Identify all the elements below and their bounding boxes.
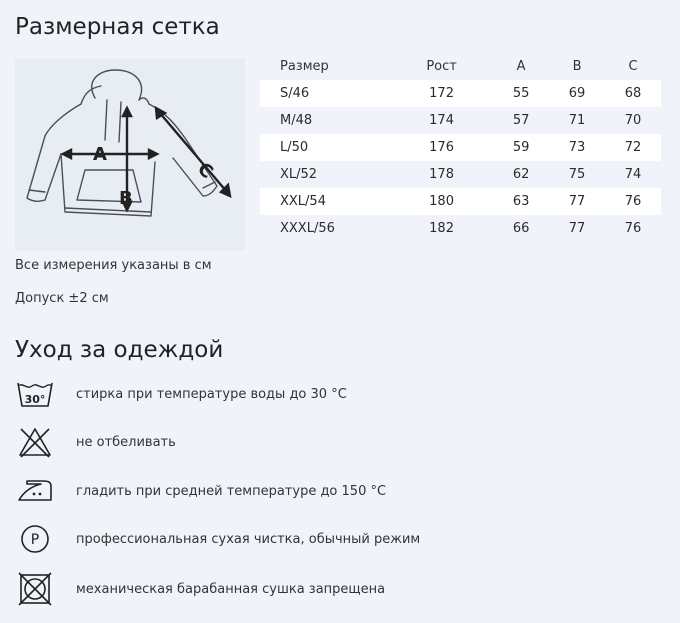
cell-height: 182 — [390, 215, 493, 242]
header-b: B — [572, 59, 582, 74]
size-table-header — [260, 53, 661, 80]
cell-b: 77 — [549, 215, 605, 242]
tolerance-note: Допуск ±2 см — [15, 291, 109, 306]
diagram-label-a: A — [93, 144, 107, 165]
measurement-units-note: Все измерения указаны в см — [15, 258, 212, 273]
cell-height: 178 — [390, 161, 493, 188]
cell-size: S/46 — [260, 80, 390, 107]
table-row — [260, 134, 661, 161]
diagram-label-b: B — [119, 188, 133, 209]
no-bleach-icon — [15, 424, 55, 460]
cell-height: 180 — [390, 188, 493, 215]
care-text: профессиональная сухая чистка, обычный режим — [76, 531, 421, 547]
cell-c: 76 — [605, 188, 661, 215]
cell-height: 172 — [390, 80, 493, 107]
cell-c: 68 — [605, 80, 661, 107]
cell-b: 69 — [549, 80, 605, 107]
care-item-dry-clean — [15, 519, 655, 559]
cell-a: 63 — [493, 188, 549, 215]
cell-a: 59 — [493, 134, 549, 161]
care-item-bleach — [15, 422, 655, 462]
cell-c: 74 — [605, 161, 661, 188]
table-row — [260, 215, 661, 242]
cell-a: 66 — [493, 215, 549, 242]
cell-b: 73 — [549, 134, 605, 161]
dry-clean-letter: P — [30, 532, 40, 548]
cell-size: XXL/54 — [260, 188, 390, 215]
cell-size: M/48 — [260, 107, 390, 134]
cell-size: L/50 — [260, 134, 390, 161]
cell-size: XL/52 — [260, 161, 390, 188]
cell-c: 72 — [605, 134, 661, 161]
size-table — [260, 53, 661, 242]
wash-temperature-label: 30° — [24, 393, 46, 406]
care-item-iron — [15, 471, 655, 511]
cell-a: 57 — [493, 107, 549, 134]
cell-c: 70 — [605, 107, 661, 134]
cell-size: XXXL/56 — [260, 215, 390, 242]
iron-medium-icon — [15, 473, 55, 509]
table-row — [260, 80, 661, 107]
care-title: Уход за одеждой — [15, 337, 224, 363]
header-height: Рост — [426, 59, 457, 74]
wash-30-icon — [15, 376, 55, 412]
diagram-label-c: C — [193, 158, 217, 184]
cell-b: 71 — [549, 107, 605, 134]
no-tumble-dry-icon — [15, 571, 55, 607]
hoodie-icon — [15, 58, 245, 250]
cell-b: 77 — [549, 188, 605, 215]
table-row — [260, 107, 661, 134]
care-text: механическая барабанная сушка запрещена — [76, 581, 386, 597]
cell-c: 76 — [605, 215, 661, 242]
care-text: не отбеливать — [76, 434, 176, 450]
care-text: стирка при температуре воды до 30 °С — [76, 386, 347, 402]
hoodie-measurement-diagram — [15, 58, 245, 250]
care-item-wash — [15, 374, 655, 414]
care-text: гладить при средней температуре до 150 °С — [76, 483, 387, 499]
header-c: C — [628, 59, 638, 74]
care-item-tumble-dry — [15, 569, 655, 609]
table-row — [260, 161, 661, 188]
size-chart-title: Размерная сетка — [15, 14, 220, 40]
cell-height: 174 — [390, 107, 493, 134]
cell-a: 62 — [493, 161, 549, 188]
cell-height: 176 — [390, 134, 493, 161]
table-row — [260, 188, 661, 215]
header-size: Размер — [280, 59, 329, 74]
header-a: A — [516, 59, 526, 74]
cell-b: 75 — [549, 161, 605, 188]
cell-a: 55 — [493, 80, 549, 107]
dry-clean-p-icon — [15, 521, 55, 557]
